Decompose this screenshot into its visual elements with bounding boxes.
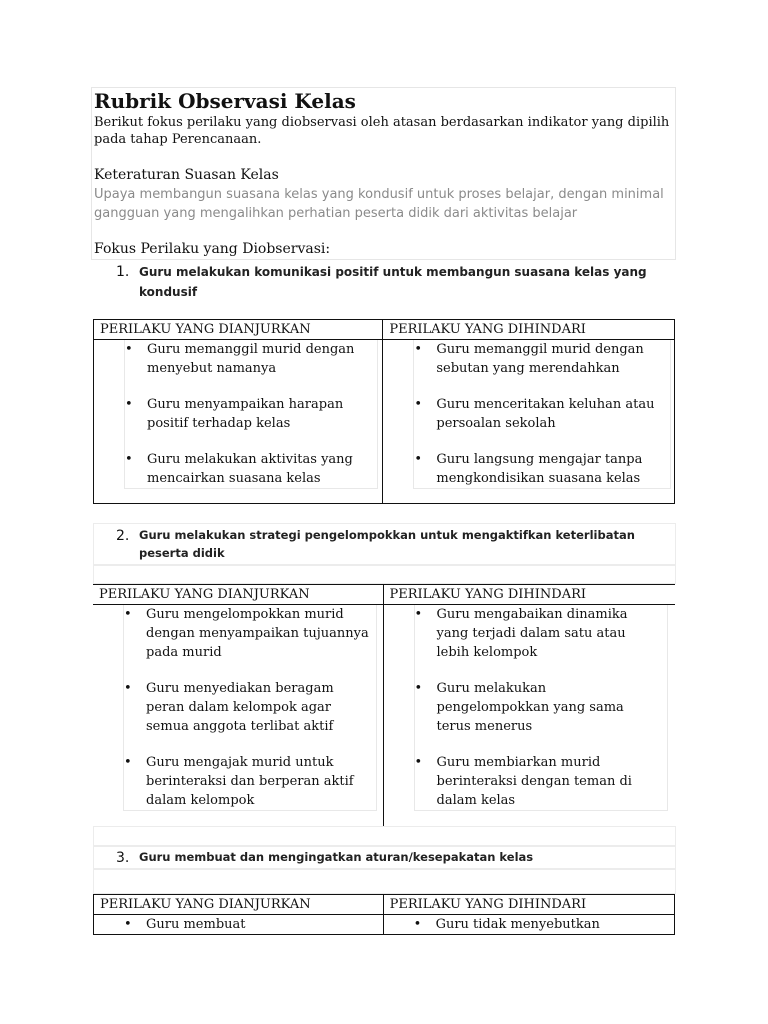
list-item: • Guru membiarkan murid berinteraksi dengan teman di dalam kelas — [437, 753, 661, 810]
col-header-recommended: PERILAKU YANG DIANJURKAN — [94, 895, 384, 915]
intro-text: Berikut fokus perilaku yang diobservasi oleh atasan berdasarkan indikator yang dipilih pada tahap Perencanaan. — [94, 115, 670, 147]
avoided-list — [414, 915, 668, 934]
spacer-box — [93, 826, 676, 846]
list-item: • Guru mengabaikan dinamika yang terjadi dalam satu atau lebih kelompok — [437, 605, 661, 662]
focus-item-1 — [116, 262, 669, 302]
recommended-list — [124, 915, 378, 934]
rubric-table-3 — [93, 894, 675, 935]
list-item: • Guru tidak menyebutkan — [436, 915, 662, 934]
list-item: • Guru menyediakan beragam peran dalam kelompok agar semua anggota terlibat aktif — [146, 679, 370, 736]
recommended-cell — [93, 605, 383, 827]
item-text: Guru melakukan komunikasi positif untuk membangun suasana kelas yang kondusif — [139, 265, 647, 299]
col-header-avoided: PERILAKU YANG DIHINDARI — [383, 895, 674, 915]
item-number: 3. — [116, 850, 130, 866]
list-item: • Guru langsung mengajar tanpa mengkondisikan suasana kelas — [436, 450, 664, 488]
avoided-list — [414, 605, 668, 811]
rubric-table-2 — [93, 584, 675, 826]
list-item: • Guru melakukan pengelompokkan yang sama terus menerus — [437, 679, 661, 736]
item-text: Guru membuat dan mengingatkan aturan/kesepakatan kelas — [139, 850, 534, 864]
list-item: • Guru melakukan aktivitas yang mencairkan suasana kelas — [147, 450, 371, 488]
item-number: 2. — [116, 528, 130, 544]
recommended-cell — [94, 340, 383, 504]
list-item: • Guru memanggil murid dengan sebutan yang merendahkan — [436, 340, 664, 378]
spacer-box — [93, 869, 676, 894]
avoided-cell — [383, 340, 675, 504]
list-item: • Guru mengajak murid untuk berinteraksi dan berperan aktif dalam kelompok — [146, 753, 370, 810]
avoided-list — [413, 340, 671, 489]
avoided-cell — [383, 915, 674, 935]
spacer-box — [93, 565, 676, 584]
page-title: Rubrik Observasi Kelas — [94, 89, 356, 113]
recommended-list — [124, 340, 378, 489]
col-header-avoided: PERILAKU YANG DIHINDARI — [383, 585, 675, 605]
col-header-avoided: PERILAKU YANG DIHINDARI — [383, 320, 675, 340]
item-text: Guru melakukan strategi pengelompokkan untuk mengaktifkan keterlibatan peserta didik — [139, 528, 635, 560]
col-header-recommended: PERILAKU YANG DIANJURKAN — [93, 585, 383, 605]
col-header-recommended: PERILAKU YANG DIANJURKAN — [94, 320, 383, 340]
section-title: Keteraturan Suasan Kelas — [94, 167, 279, 183]
list-item: • Guru membuat — [146, 915, 372, 934]
item-number: 1. — [116, 264, 130, 280]
recommended-cell — [94, 915, 384, 935]
rubric-table-1 — [93, 319, 675, 504]
list-item: • Guru mengelompokkan murid dengan menyampaikan tujuannya pada murid — [146, 605, 370, 662]
list-item: • Guru memanggil murid dengan menyebut namanya — [147, 340, 371, 378]
focus-item-3 — [116, 848, 669, 868]
list-item: • Guru menyampaikan harapan positif terhadap kelas — [147, 395, 371, 433]
focus-heading: Fokus Perilaku yang Diobservasi: — [94, 241, 331, 257]
avoided-cell — [383, 605, 675, 827]
list-item: • Guru menceritakan keluhan atau persoalan sekolah — [436, 395, 664, 433]
recommended-list — [123, 605, 377, 811]
focus-item-2 — [116, 526, 669, 562]
section-description: Upaya membangun suasana kelas yang kondusif untuk proses belajar, dengan minimal gangguan yang mengalihkan perhatian peserta didik dari aktivitas belajar — [94, 187, 664, 221]
